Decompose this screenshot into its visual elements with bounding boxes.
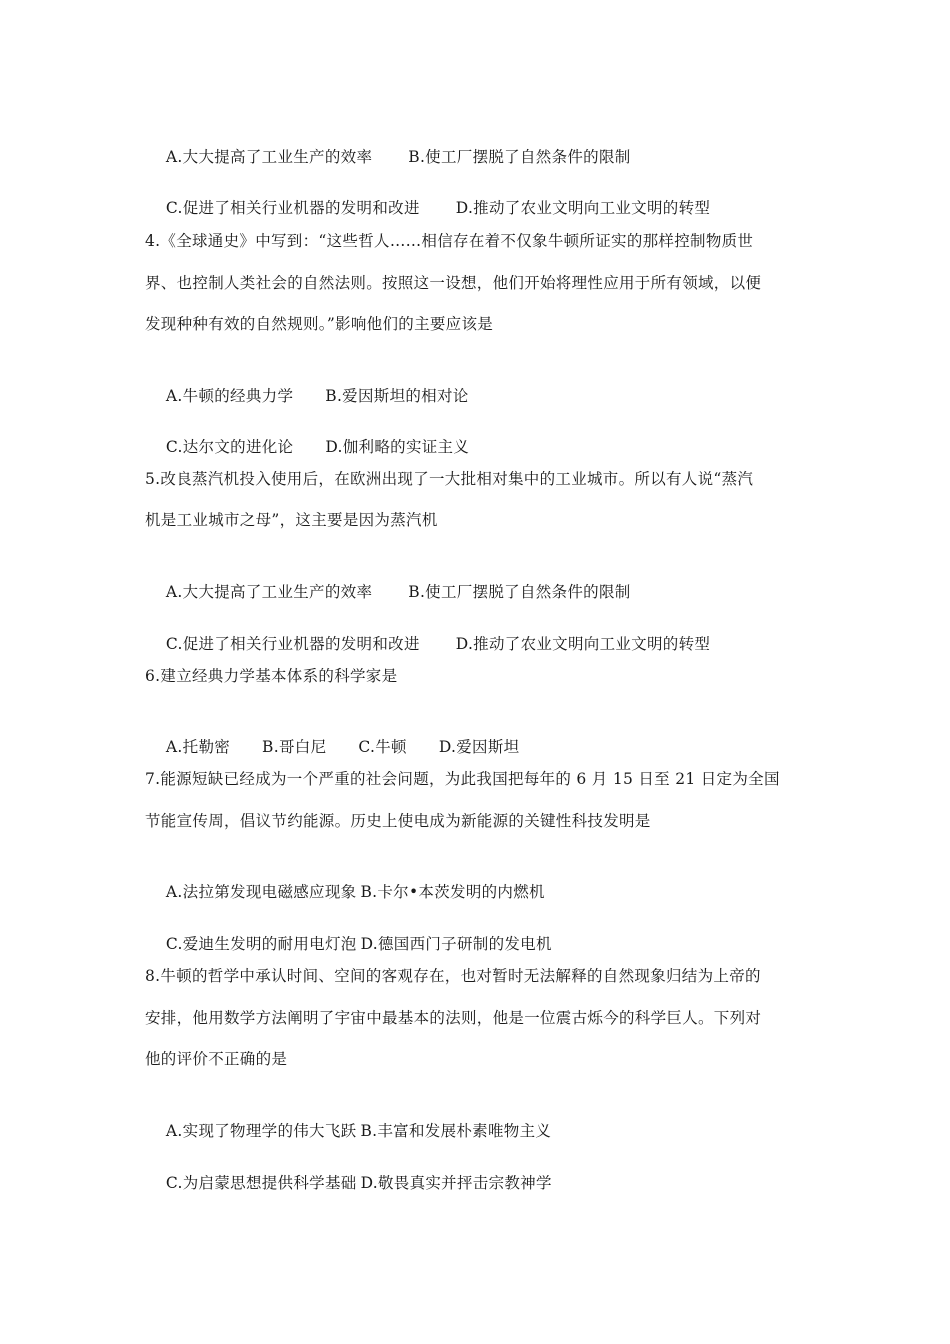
- q7-stem-line-1: 7.能源短缺已经成为一个严重的社会问题，为此我国把每年的 6 月 15 日至 21 日定为全国: [145, 770, 780, 788]
- q6-option-c: C.牛顿: [358, 738, 407, 756]
- q7-options-row-1: [145, 862, 835, 922]
- q4-stem-line-3: 发现种种有效的自然规则。”影响他们的主要应该是: [145, 315, 494, 333]
- q5-option-a: A.大大提高了工业生产的效率: [165, 583, 373, 601]
- q3-option-d: D.推动了农业文明向工业文明的转型: [455, 199, 711, 217]
- q8-options-row-1: [145, 1101, 835, 1161]
- q8-option-d: D.敬畏真实并抨击宗教神学: [360, 1174, 552, 1192]
- q3-options-row-2: [145, 178, 835, 238]
- q7-options-row-2: [145, 914, 835, 974]
- q5-stem-line-1: 5.改良蒸汽机投入使用后，在欧洲出现了一大批相对集中的工业城市。所以有人说“蒸汽: [145, 470, 754, 488]
- q4-option-a: A.牛顿的经典力学: [165, 387, 294, 405]
- q8-options-row-2: [145, 1153, 835, 1213]
- q7-stem-line-2: 节能宣传周，倡议节约能源。历史上使电成为新能源的关键性科技发明是: [145, 812, 651, 830]
- q8-option-c: C.为启蒙思想提供科学基础: [165, 1174, 357, 1192]
- q7-option-a: A.法拉第发现电磁感应现象: [165, 883, 357, 901]
- q6-options-row: [145, 717, 835, 777]
- q4-option-b: B.爱因斯坦的相对论: [325, 387, 469, 405]
- q3-option-c: C.促进了相关行业机器的发明和改进: [165, 199, 420, 217]
- q5-option-d: D.推动了农业文明向工业文明的转型: [455, 635, 711, 653]
- q3-option-b: B.使工厂摆脱了自然条件的限制: [408, 148, 631, 166]
- q8-option-a: A.实现了物理学的伟大飞跃: [165, 1122, 357, 1140]
- q6-option-b: B.哥白尼: [262, 738, 327, 756]
- q4-stem-line-1: 4.《全球通史》中写到：“这些哲人……相信存在着不仅象牛顿所证实的那样控制物质世: [145, 232, 754, 250]
- q4-stem-line-2: 界、也控制人类社会的自然法则。按照这一设想，他们开始将理性应用于所有领域，以便: [145, 274, 762, 292]
- q5-option-b: B.使工厂摆脱了自然条件的限制: [408, 583, 631, 601]
- q4-option-c: C.达尔文的进化论: [165, 438, 294, 456]
- q5-option-c: C.促进了相关行业机器的发明和改进: [165, 635, 420, 653]
- q8-stem-line-2: 安排，他用数学方法阐明了宇宙中最基本的法则，他是一位震古烁今的科学巨人。下列对: [145, 1009, 762, 1027]
- q7-option-b: B.卡尔•本茨发明的内燃机: [360, 883, 545, 901]
- q7-option-d: D.德国西门子研制的发电机: [360, 935, 552, 953]
- q5-stem-line-2: 机是工业城市之母”，这主要是因为蒸汽机: [145, 511, 438, 529]
- q6-option-d: D.爱因斯坦: [438, 738, 520, 756]
- q4-options-row-2: [145, 417, 835, 477]
- q8-stem-line-1: 8.牛顿的哲学中承认时间、空间的客观存在，也对暂时无法解释的自然现象归结为上帝的: [145, 967, 761, 985]
- q6-option-a: A.托勒密: [165, 738, 231, 756]
- q3-option-a: A.大大提高了工业生产的效率: [165, 148, 373, 166]
- q7-option-c: C.爱迪生发明的耐用电灯泡: [165, 935, 357, 953]
- q6-stem: 6.建立经典力学基本体系的科学家是: [145, 667, 398, 685]
- q5-options-row-2: [145, 614, 835, 674]
- q8-option-b: B.丰富和发展朴素唯物主义: [360, 1122, 552, 1140]
- q4-option-d: D.伽利略的实证主义: [325, 438, 470, 456]
- q5-options-row-1: [145, 562, 835, 622]
- q8-stem-line-3: 他的评价不正确的是: [145, 1050, 288, 1068]
